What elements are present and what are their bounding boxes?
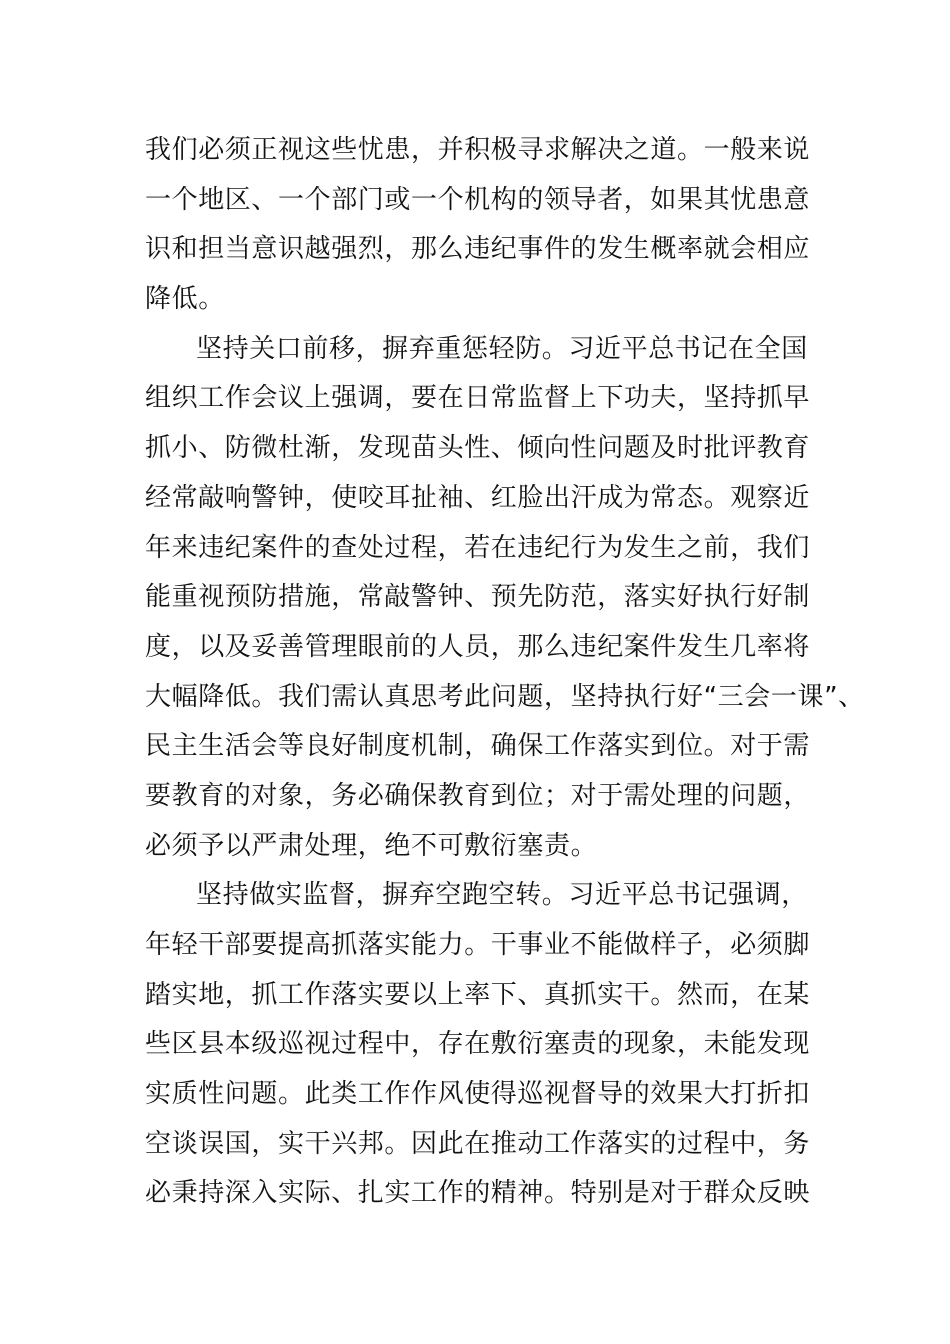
- paragraph-line: 必秉持深入实际、扎实工作的精神。特别是对于群众反映: [145, 1178, 811, 1209]
- paragraph-line: 能重视预防措施，常敲警钟、预先防范，落实好执行好制: [145, 582, 811, 613]
- paragraph-line: 降低。: [145, 284, 225, 315]
- paragraph-line: 大幅降低。我们需认真思考此问题，坚持执行好“三会一课”、: [145, 681, 865, 712]
- paragraph-line: 识和担当意识越强烈，那么违纪事件的发生概率就会相应: [145, 234, 811, 265]
- paragraph-line: 民主生活会等良好制度机制，确保工作落实到位。对于需: [145, 731, 811, 762]
- paragraph-line: 必须予以严肃处理，绝不可敷衍塞责。: [145, 830, 598, 861]
- paragraph-line: 要教育的对象，务必确保教育到位；对于需处理的问题，: [145, 780, 811, 811]
- paragraph-line: 坚持做实监督，摒弃空跑空转。习近平总书记强调，: [196, 880, 808, 911]
- document-body: [145, 126, 865, 1219]
- paragraph-line: 年来违纪案件的查处过程，若在违纪行为发生之前，我们: [145, 532, 811, 563]
- paragraph-line: 年轻干部要提高抓落实能力。干事业不能做样子，必须脚: [145, 930, 811, 960]
- paragraph-line: 经常敲响警钟，使咬耳扯袖、红脸出汗成为常态。观察近: [145, 482, 811, 513]
- paragraph-line: 组织工作会议上强调，要在日常监督上下功夫，坚持抓早: [145, 383, 811, 414]
- paragraph-line: 抓小、防微杜渐，发现苗头性、倾向性问题及时批评教育: [145, 433, 811, 464]
- paragraph-line: 我们必须正视这些忧患，并积极寻求解决之道。一般来说: [145, 135, 811, 165]
- paragraph-line: 度，以及妥善管理眼前的人员，那么违纪案件发生几率将: [145, 631, 811, 662]
- paragraph-line: 踏实地，抓工作落实要以上率下、真抓实干。然而，在某: [145, 979, 811, 1010]
- paragraph-line: 一个地区、一个部门或一个机构的领导者，如果其忧患意: [145, 184, 811, 215]
- paragraph-line: 些区县本级巡视过程中，存在敷衍塞责的现象，未能发现: [145, 1029, 811, 1060]
- paragraph-line: 实质性问题。此类工作作风使得巡视督导的效果大打折扣: [145, 1079, 811, 1110]
- paragraph-line: 空谈误国，实干兴邦。因此在推动工作落实的过程中，务: [145, 1128, 811, 1159]
- paragraph-line: 坚持关口前移，摒弃重惩轻防。习近平总书记在全国: [196, 333, 808, 364]
